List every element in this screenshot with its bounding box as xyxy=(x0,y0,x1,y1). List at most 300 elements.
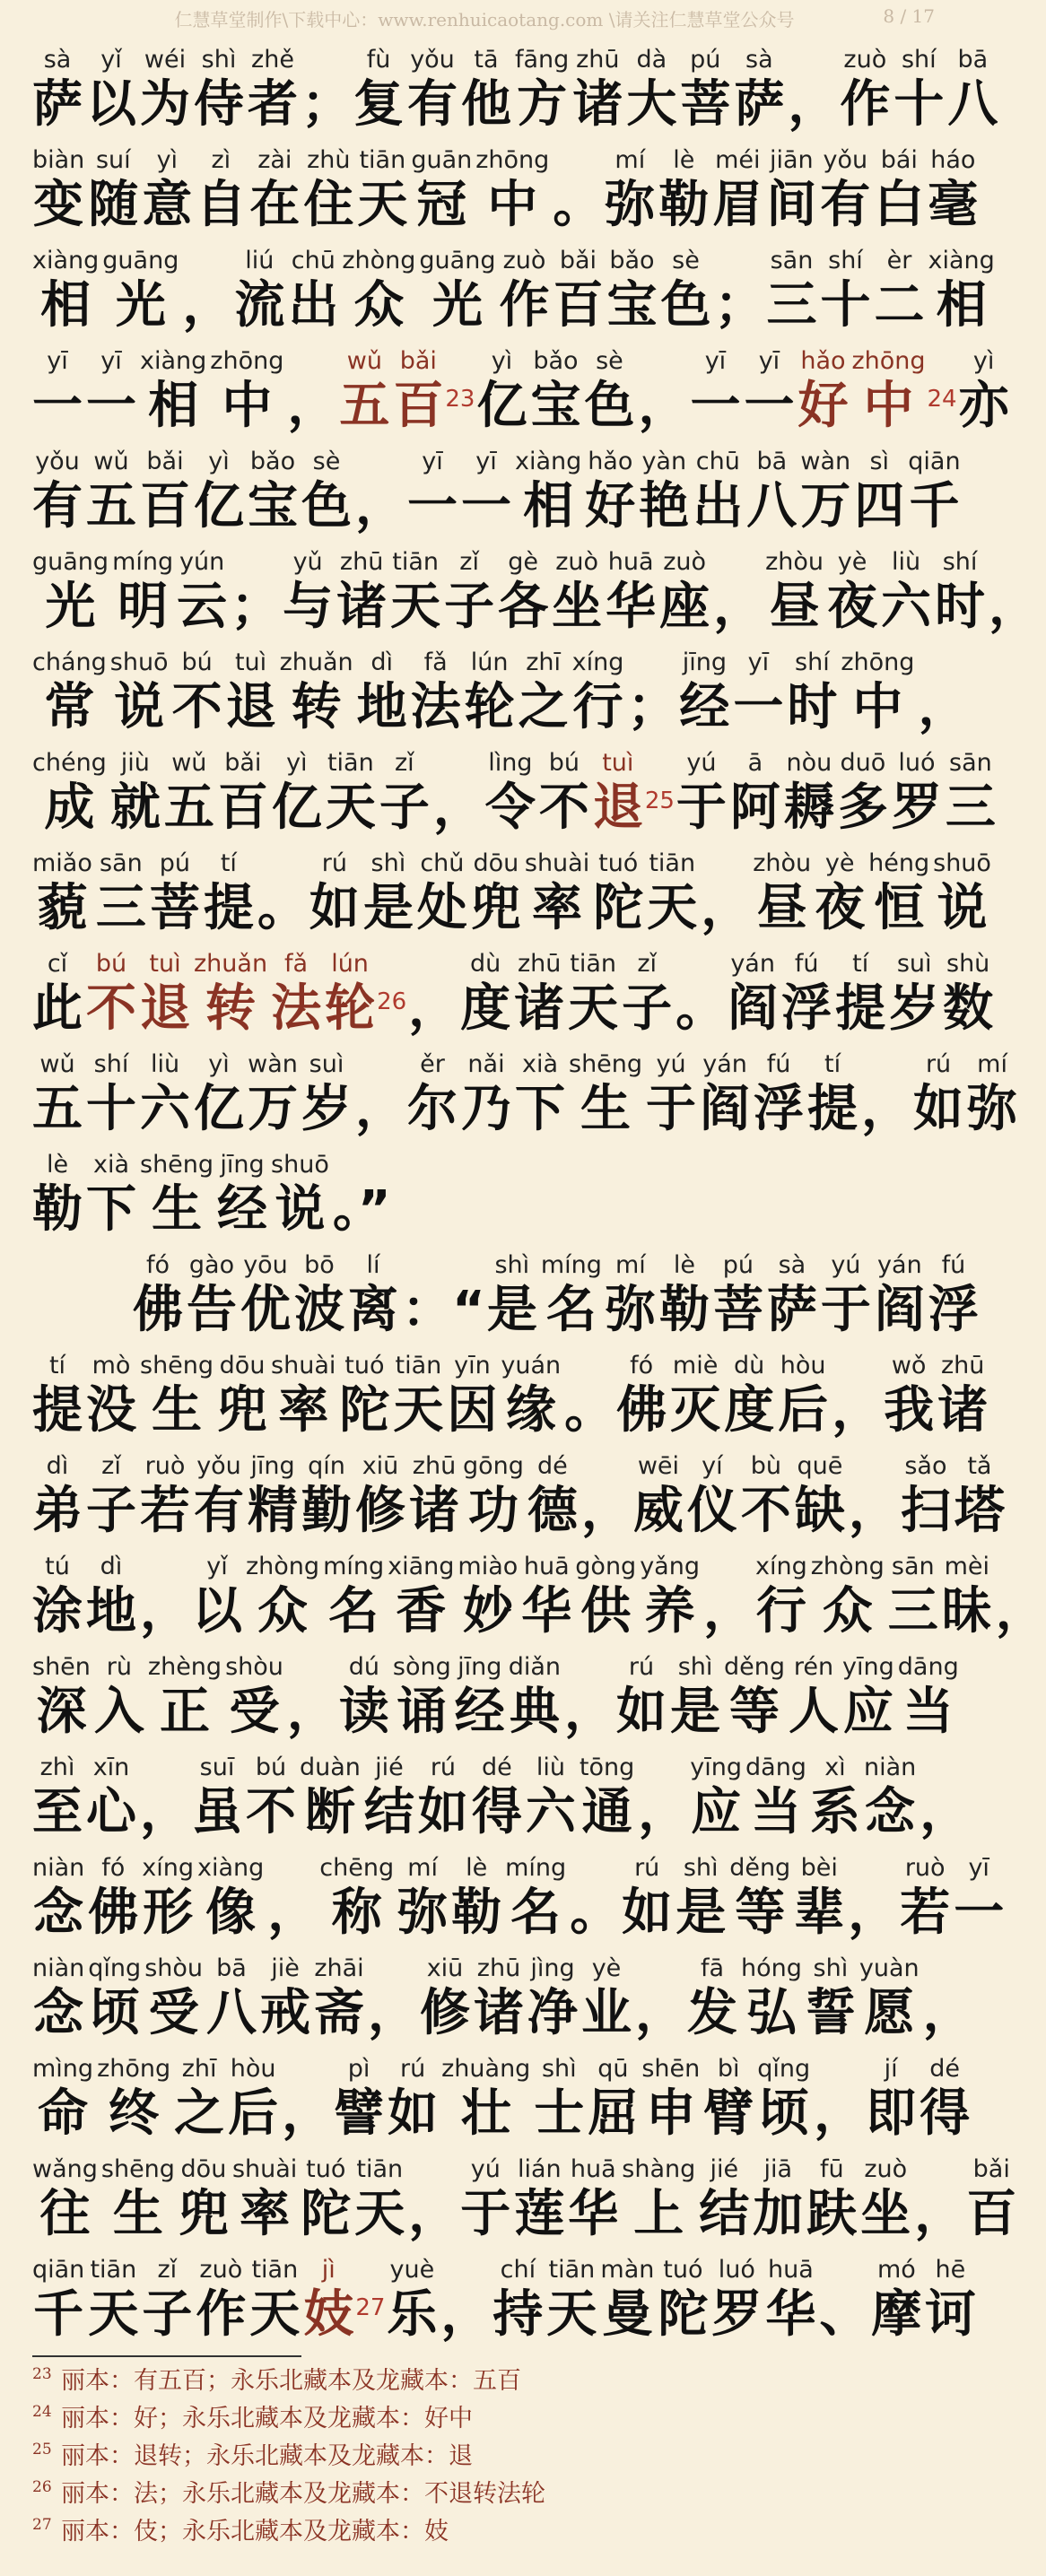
annotated-character xyxy=(150,849,200,938)
hanzi: 结 xyxy=(699,2185,750,2243)
pinyin: shēn xyxy=(641,2055,701,2083)
hanzi: 云 xyxy=(177,578,228,636)
pinyin: jì xyxy=(321,2256,336,2284)
hanzi: 名 xyxy=(545,1281,597,1339)
pinyin: yè xyxy=(824,849,855,877)
pinyin: jiā xyxy=(763,2155,793,2183)
hanzi: 率 xyxy=(532,879,583,937)
annotated-character xyxy=(301,447,352,536)
punctuation: 、 xyxy=(819,2285,870,2344)
annotated-character xyxy=(334,2054,384,2144)
annotated-character xyxy=(465,648,515,737)
pinyin: sǎo xyxy=(904,1452,947,1480)
pinyin: yīng xyxy=(690,1754,743,1781)
pinyin: pú xyxy=(690,46,721,74)
hanzi: 终 xyxy=(109,2084,160,2143)
hanzi: 地 xyxy=(86,1582,136,1640)
hanzi: 乐 xyxy=(387,2285,438,2344)
pinyin: yuè xyxy=(389,2256,435,2284)
hanzi: 于 xyxy=(676,779,727,837)
punctuation: 。 xyxy=(257,879,308,937)
annotated-character xyxy=(86,1049,136,1139)
punctuation: ， xyxy=(861,1080,912,1138)
pinyin: xíng xyxy=(571,648,624,676)
annotated-character xyxy=(393,1351,443,1440)
pinyin: shòu xyxy=(144,1954,203,1982)
hanzi: 菩 xyxy=(712,1281,763,1339)
hanzi: 八 xyxy=(947,75,998,134)
annotated-character xyxy=(800,447,850,536)
hanzi: 天 xyxy=(88,2285,139,2344)
hanzi: 度 xyxy=(724,1381,775,1440)
hanzi: 发 xyxy=(687,1984,737,2042)
annotated-character xyxy=(32,346,83,436)
footnote-item xyxy=(32,2400,929,2438)
pinyin: sān xyxy=(891,1553,935,1580)
annotated-character xyxy=(515,447,581,536)
annotated-character xyxy=(88,1853,138,1943)
pinyin: yǎng xyxy=(640,1553,700,1580)
annotated-character xyxy=(411,648,461,737)
hanzi: 陀 xyxy=(301,2185,352,2243)
hanzi: 是 xyxy=(486,1281,537,1339)
hanzi: 千 xyxy=(909,477,960,535)
variant-character xyxy=(339,346,389,436)
variant-character xyxy=(303,2255,353,2345)
annotated-character xyxy=(248,447,298,536)
pinyin: xià xyxy=(92,1151,130,1179)
pinyin: zhì xyxy=(39,1754,75,1781)
annotated-character xyxy=(884,1351,934,1440)
hanzi: 如 xyxy=(622,1884,673,1942)
annotated-character xyxy=(893,45,944,135)
punctuation: 。 xyxy=(553,176,604,234)
hanzi: 经 xyxy=(679,678,730,736)
annotated-character xyxy=(898,1652,959,1742)
hanzi: 华 xyxy=(521,1582,572,1640)
pinyin: hòu xyxy=(230,2055,276,2083)
punctuation: ， xyxy=(267,1884,318,1942)
annotated-character xyxy=(730,748,780,838)
hanzi: 兜 xyxy=(217,1381,268,1440)
pinyin: bā xyxy=(957,46,989,74)
footnote-marker[interactable]: 23 xyxy=(445,386,475,413)
pinyin: yí xyxy=(702,1452,723,1480)
hanzi: 妙 xyxy=(462,1582,513,1640)
pinyin: yì xyxy=(972,347,995,375)
hanzi: 作 xyxy=(499,276,550,335)
footnote-text: 丽本：伎；永乐北藏本及龙藏本：妓 xyxy=(61,2518,449,2546)
hanzi: 子 xyxy=(86,1482,136,1540)
text-line xyxy=(32,1943,973,2043)
pinyin: zǐ xyxy=(459,548,479,576)
hanzi: 威 xyxy=(632,1482,684,1540)
pinyin: shì xyxy=(541,2055,577,2083)
hanzi: 此 xyxy=(32,979,83,1038)
pinyin: xiàng xyxy=(140,347,207,375)
hanzi: 率 xyxy=(278,1381,329,1440)
annotated-character xyxy=(32,1150,83,1240)
annotated-character xyxy=(505,1853,566,1943)
annotated-character xyxy=(920,2054,970,2144)
annotated-character xyxy=(860,2154,911,2244)
annotated-character xyxy=(140,447,190,536)
annotated-character xyxy=(144,1954,203,2043)
annotated-character xyxy=(687,1954,737,2043)
punctuation: ， xyxy=(282,2084,333,2143)
text-line xyxy=(32,1541,1046,1641)
pinyin: jiù xyxy=(120,749,150,777)
pinyin: rú xyxy=(634,1854,660,1882)
hanzi: 菩 xyxy=(680,75,731,134)
hanzi: 念 xyxy=(33,1884,84,1942)
pinyin: fā xyxy=(700,1954,725,1982)
annotated-character xyxy=(811,1552,885,1641)
annotated-character xyxy=(194,45,244,135)
hanzi: 诸 xyxy=(514,979,565,1038)
hanzi: 浮 xyxy=(928,1281,979,1339)
annotated-character xyxy=(724,1351,774,1440)
pinyin: shēng xyxy=(140,1151,214,1179)
hanzi: 弟 xyxy=(32,1482,83,1540)
annotated-character xyxy=(947,45,998,135)
hanzi: 养 xyxy=(644,1582,695,1640)
pinyin: yǒu xyxy=(196,1452,241,1480)
pinyin: niàn xyxy=(863,1754,917,1781)
hanzi: 告 xyxy=(187,1281,237,1339)
text-line xyxy=(32,2043,971,2144)
annotated-character xyxy=(112,547,173,637)
hanzi: 香 xyxy=(396,1582,447,1640)
hanzi: 变 xyxy=(33,176,84,234)
pinyin: zhī xyxy=(181,2055,217,2083)
pinyin: bǎo xyxy=(533,347,579,375)
footnote-text: 丽本：好；永乐北藏本及龙藏本：好中 xyxy=(61,2405,473,2432)
annotated-character xyxy=(622,949,672,1039)
annotated-character xyxy=(196,2255,246,2345)
pinyin: zhuǎn xyxy=(279,648,353,676)
annotated-character xyxy=(795,1451,845,1541)
annotated-character xyxy=(687,1451,737,1541)
footnote-number: 26 xyxy=(32,2478,52,2496)
annotated-character xyxy=(225,1652,283,1742)
hanzi: 阎 xyxy=(728,979,779,1038)
punctuation: ； xyxy=(627,678,678,736)
annotated-character xyxy=(218,748,268,838)
pinyin: tí xyxy=(48,1352,66,1379)
pinyin: zhū xyxy=(940,1352,985,1379)
annotated-character xyxy=(206,1954,257,2043)
pinyin: cháng xyxy=(32,648,107,676)
annotated-character xyxy=(309,849,360,938)
hanzi: 经 xyxy=(454,1683,505,1741)
hanzi: 受 xyxy=(148,1984,199,2042)
annotated-character xyxy=(140,1351,214,1440)
pinyin: hǎo xyxy=(800,347,846,375)
pinyin: sān xyxy=(100,849,143,877)
pinyin: shì xyxy=(370,849,406,877)
hanzi: 众 xyxy=(822,1582,873,1640)
hanzi: 莲 xyxy=(514,2185,565,2243)
annotated-character xyxy=(787,648,837,737)
hanzi: 勒 xyxy=(451,1884,502,1942)
annotated-character xyxy=(892,748,942,838)
footnote-divider xyxy=(32,2355,301,2357)
annotated-character xyxy=(534,2054,584,2144)
hanzi: 百 xyxy=(393,377,444,435)
annotated-character xyxy=(647,849,697,938)
pinyin: mí xyxy=(977,1050,1007,1078)
hanzi: 壮 xyxy=(460,2084,511,2143)
annotated-character xyxy=(463,1451,524,1541)
hanzi: 三 xyxy=(887,1582,938,1640)
annotated-character xyxy=(110,748,161,838)
annotated-character xyxy=(871,2255,921,2345)
footnote-item xyxy=(32,2476,929,2513)
annotated-character xyxy=(417,849,467,938)
annotated-character xyxy=(724,1652,785,1742)
footnote-text: 丽本：有五百；永乐北藏本及龙藏本：五百 xyxy=(61,2367,521,2395)
hanzi: 宝 xyxy=(248,477,298,535)
hanzi: 诸 xyxy=(937,1381,989,1440)
annotated-character xyxy=(177,547,227,637)
annotated-character xyxy=(363,849,414,938)
annotated-character xyxy=(32,447,83,536)
punctuation: ， xyxy=(702,1582,754,1640)
annotated-character xyxy=(754,1049,804,1139)
annotated-character xyxy=(355,1451,405,1541)
hanzi: 一 xyxy=(744,377,795,435)
pinyin: zhòu xyxy=(765,548,824,576)
hanzi: 眉 xyxy=(712,176,763,234)
hanzi: 相 xyxy=(148,377,199,435)
pinyin: wǎng xyxy=(32,2155,98,2183)
annotated-character xyxy=(140,346,206,436)
annotated-character xyxy=(568,2154,618,2244)
pinyin: fú xyxy=(941,1251,966,1279)
pinyin: shí xyxy=(795,648,830,676)
hanzi: 光 xyxy=(431,276,483,335)
hanzi: 方 xyxy=(517,75,568,134)
pinyin: yán xyxy=(702,1050,747,1078)
annotated-character xyxy=(301,1049,352,1139)
pinyin: guāng xyxy=(419,247,496,274)
hanzi: 相 xyxy=(40,276,92,335)
hanzi: 法 xyxy=(271,979,322,1038)
hanzi: 昼 xyxy=(756,879,807,937)
hanzi: 譬 xyxy=(334,2084,385,2143)
hanzi: 者 xyxy=(248,75,298,134)
annotated-character xyxy=(475,145,549,235)
pinyin: huā xyxy=(523,1553,570,1580)
pinyin: bái xyxy=(880,146,918,174)
hanzi: 阎 xyxy=(700,1080,751,1138)
annotated-character xyxy=(101,2154,175,2244)
pinyin: sòng xyxy=(392,1653,451,1681)
hanzi: 相 xyxy=(936,276,987,335)
variant-character xyxy=(140,949,190,1039)
pinyin: shí xyxy=(901,46,937,74)
pinyin: tiān xyxy=(548,2256,596,2284)
hanzi: 佛 xyxy=(616,1381,667,1440)
hanzi: 天 xyxy=(546,2285,597,2344)
pinyin: qǐng xyxy=(88,1954,142,1982)
hanzi: 百 xyxy=(966,2185,1017,2243)
annotated-character xyxy=(88,1954,141,2043)
annotated-character xyxy=(32,1451,83,1541)
pinyin: míng xyxy=(505,1854,567,1882)
annotated-character xyxy=(868,849,929,938)
annotated-character xyxy=(411,145,472,235)
pinyin: shàng xyxy=(622,2155,696,2183)
hanzi: 是 xyxy=(362,879,414,937)
annotated-character xyxy=(527,1451,578,1541)
pinyin: yì xyxy=(156,146,179,174)
annotated-character xyxy=(864,1753,916,1842)
pinyin: bǎi xyxy=(972,2155,1010,2183)
annotated-character xyxy=(641,2054,700,2144)
hanzi: 缺 xyxy=(794,1482,845,1540)
annotated-character xyxy=(605,145,655,235)
annotated-character xyxy=(874,145,924,235)
annotated-character xyxy=(86,1552,136,1641)
annotated-character xyxy=(616,1652,667,1742)
annotated-character xyxy=(806,1954,856,2043)
hanzi: 精 xyxy=(248,1482,298,1540)
annotated-character xyxy=(86,1753,136,1842)
pinyin: yǐ xyxy=(100,46,122,74)
pinyin: rù xyxy=(106,1653,133,1681)
hanzi: 弥 xyxy=(605,176,656,234)
hanzi: 不 xyxy=(171,678,222,736)
pinyin: wǔ xyxy=(39,1050,75,1078)
annotated-character xyxy=(679,648,729,737)
pinyin: wàn xyxy=(248,1050,298,1078)
annotated-character xyxy=(32,2154,98,2244)
pinyin: zhōng xyxy=(841,648,915,676)
hanzi: 昼 xyxy=(769,578,820,636)
hanzi: 轮 xyxy=(464,678,515,736)
annotated-character xyxy=(889,949,939,1039)
pinyin: rú xyxy=(400,2055,426,2083)
pinyin: shēng xyxy=(100,2155,175,2183)
pinyin: lè xyxy=(673,1251,695,1279)
annotated-character xyxy=(526,1753,576,1842)
pinyin: shì xyxy=(494,1251,530,1279)
pinyin: wǔ xyxy=(93,448,129,475)
pinyin: dù xyxy=(470,950,501,978)
pinyin: tuó xyxy=(663,2256,703,2284)
hanzi: 应 xyxy=(842,1683,893,1741)
annotated-character xyxy=(954,1853,1004,1943)
hanzi: 天 xyxy=(568,979,619,1038)
text-line xyxy=(32,2144,1017,2244)
pinyin: dì xyxy=(46,1452,69,1480)
hanzi: 十 xyxy=(893,75,945,134)
pinyin: wǒ xyxy=(891,1352,927,1379)
hanzi: 有 xyxy=(407,75,458,134)
text-line xyxy=(32,1340,989,1440)
annotated-character xyxy=(584,346,634,436)
hanzi: 藐 xyxy=(37,879,88,937)
hanzi: 在 xyxy=(249,176,301,234)
pinyin: dé xyxy=(482,1754,512,1781)
variant-character xyxy=(798,346,848,436)
annotated-character xyxy=(820,246,870,335)
annotated-character xyxy=(271,1150,329,1240)
annotated-character xyxy=(784,748,834,838)
hanzi: 罗 xyxy=(711,2285,763,2344)
punctuation: ：“ xyxy=(402,1281,485,1339)
pinyin: yì xyxy=(208,448,230,475)
annotated-character xyxy=(86,1150,136,1240)
hanzi: 提 xyxy=(203,879,254,937)
annotated-character xyxy=(348,1250,398,1340)
annotated-character xyxy=(734,45,784,135)
hanzi: 百 xyxy=(553,276,604,335)
annotated-character xyxy=(835,949,885,1039)
pinyin: zǐ xyxy=(101,1452,121,1480)
pinyin: yú xyxy=(831,1251,861,1279)
punctuation: ， xyxy=(788,75,839,134)
annotated-character xyxy=(357,145,407,235)
hanzi: 宝 xyxy=(530,377,581,435)
footnote-marker[interactable]: 27 xyxy=(355,2294,386,2321)
pinyin: yè xyxy=(591,1954,622,1982)
footnote-marker[interactable]: 24 xyxy=(927,386,957,413)
hanzi: 退 xyxy=(225,678,276,736)
footnote-number: 27 xyxy=(32,2516,52,2534)
hanzi: 以 xyxy=(192,1582,242,1640)
pinyin: shì xyxy=(813,1954,849,1982)
pinyin: dà xyxy=(636,46,667,74)
annotated-character xyxy=(753,849,811,938)
pinyin: huā xyxy=(607,548,654,576)
hanzi: 等 xyxy=(735,1884,786,1942)
pinyin: fú xyxy=(766,1050,791,1078)
hanzi: 作 xyxy=(840,75,891,134)
annotated-character xyxy=(525,849,589,938)
footnote-marker[interactable]: 26 xyxy=(377,988,407,1015)
hanzi: 中 xyxy=(222,377,273,435)
hanzi: 行 xyxy=(755,1582,806,1640)
pinyin: xiāng xyxy=(388,1553,455,1580)
text-line xyxy=(32,536,1040,637)
hanzi: 佛 xyxy=(88,1884,139,1942)
annotated-character xyxy=(447,1351,497,1440)
hanzi: 等 xyxy=(729,1683,780,1741)
pinyin: wǔ xyxy=(346,347,382,375)
pinyin: qiān xyxy=(32,2256,85,2284)
pinyin: yī xyxy=(968,1854,989,1882)
pinyin: zhuàng xyxy=(441,2055,531,2083)
hanzi: 退 xyxy=(140,979,190,1038)
footnote-marker[interactable]: 25 xyxy=(644,788,675,814)
annotated-character xyxy=(288,246,338,335)
annotated-character xyxy=(364,1753,414,1842)
hanzi: 与 xyxy=(283,578,334,636)
text-line xyxy=(32,1842,1005,1943)
hanzi: 亿 xyxy=(476,377,527,435)
annotated-character xyxy=(485,748,536,838)
hanzi: 弘 xyxy=(745,1984,797,2042)
pinyin: mèi xyxy=(944,1553,989,1580)
annotated-character xyxy=(32,547,109,637)
annotated-character xyxy=(757,2054,810,2144)
pinyin: shuō xyxy=(933,849,991,877)
hanzi: 六 xyxy=(881,578,932,636)
pinyin: xíng xyxy=(142,1854,195,1882)
